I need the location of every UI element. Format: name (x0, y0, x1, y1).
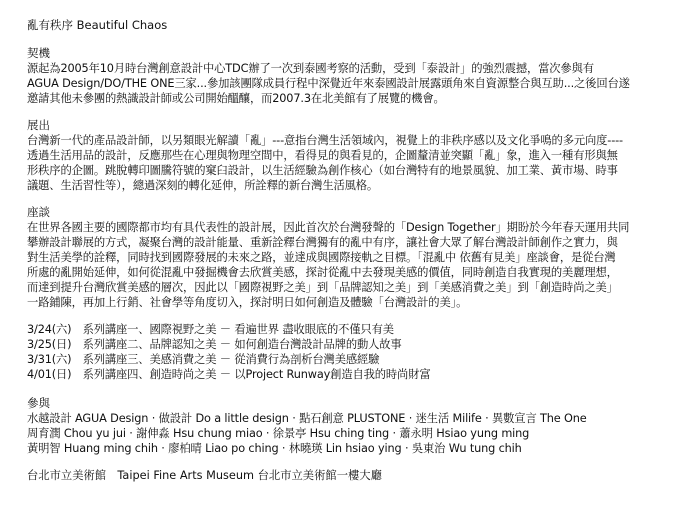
participants-heading: 參與 (27, 396, 50, 410)
forum-section (27, 205, 687, 382)
motivation-line: 源起為2005年10月時台灣創意設計中心TDC辦了一次到泰國考察的活動，受到「泰設計」的強烈震撼，當次參與有 (27, 62, 594, 75)
exhibition-line: 議題、生活習性等），總過深刻的轉化延伸，所詮釋的新台灣生活風格。 (27, 179, 379, 192)
document-title: 亂有秩序 Beautiful Chaos (27, 18, 168, 32)
lecture-list (27, 322, 687, 382)
participants-line: 黃明智 Huang ming chih · 廖柏晴 Liao po ching · 林曉瑛 Lin hsiao ying · 吳東治 Wu tung chih (27, 442, 522, 455)
forum-line: 攀辦設計聯展的方式，凝聚台灣的設計能量、重新詮釋台灣獨有的亂中有序，讓社會大眾了解台灣設計師創作之實力，與 (27, 236, 618, 249)
exhibition-line: 透過生活用品的設計，反應那些在心理與物理空間中，看得見的與看見的，企圖釐清並突顯「亂」象，進入一種有形與無 (27, 149, 618, 162)
participants-section (27, 396, 687, 456)
exhibition-heading: 展出 (27, 118, 50, 132)
forum-line: 所處的亂開始延伸，如何從混亂中發掘機會去欣賞美感，探討從亂中去發現美感的價值，同時創造自我實現的美麗理想， (27, 266, 618, 279)
motivation-line: 邀請其他未參團的熱識設計師或公司開始醞釀，而2007.3在北美館有了展覽的機會。 (27, 92, 445, 105)
forum-line: 在世界各國主要的國際都市均有具代表性的設計展，因此首次於台灣發聲的「Design Together」期盼於今年春天運用共同 (27, 221, 630, 234)
lecture-item: 3/25(日) 系列講座二、品牌認知之美 － 如何創造台灣設計品牌的動人故事 (27, 338, 402, 351)
venue-line: 台北市立美術館 Taipei Fine Arts Museum 台北市立美術館一樓大廳 (27, 469, 382, 482)
motivation-section (27, 46, 687, 106)
exhibition-line: 台灣新一代的產品設計師，以另類眼光解讀「亂」---意指台灣生活領域內，視覺上的非秩序感以及文化爭鳴的多元向度---- (27, 134, 623, 147)
forum-heading: 座談 (27, 205, 50, 219)
motivation-line: AGUA Design/DO/THE ONE三家...參加該團隊成員行程中深覺近年來泰國設計展露頭角來自資源整合與互助...之後回台遂 (27, 77, 630, 90)
exhibition-line: 形秩序的企圖。跳脫轉印圖騰符號的窠臼設計，以生活經驗為創作核心（如台灣特有的地景風貌、加工業、黃市場、時事 (27, 164, 618, 177)
forum-line: 一路鋪陳，再加上行銷、社會學等角度切入，探討明日如何創造及體驗「台灣設計的美」。 (27, 296, 468, 309)
lecture-item: 3/24(六) 系列講座一、國際視野之美 － 看遍世界 盡收眼底的不僅只有美 (27, 323, 394, 336)
exhibition-section (27, 118, 687, 193)
forum-line: 對生活美學的詮釋，同時找到國際發展的未來之路，並達成與國際接軌之目標。「混亂中 依舊有見美」座談會，是從台灣 (27, 251, 616, 264)
document (27, 17, 687, 483)
forum-line: 而達到提升台灣欣賞美感的層次，因此以「國際視野之美」到「品牌認知之美」到「美感消費之美」到「創造時尚之美」 (27, 281, 618, 294)
lecture-item: 4/01(日) 系列講座四、創造時尚之美 － 以Project Runway創造自我的時尚財富 (27, 368, 431, 381)
participants-line: 水越設計 AGUA Design · 做設計 Do a little design · 點石創意 PLUSTONE · 迷生活 Milife · 異數宣言 The One (27, 412, 587, 425)
lecture-item: 3/31(六) 系列講座三、美感消費之美 － 從消費行為剖析台灣美感經驗 (27, 353, 380, 366)
motivation-heading: 契機 (27, 46, 50, 60)
participants-line: 周育潤 Chou yu jui · 謝伸淼 Hsu chung miao · 徐景亭 Hsu ching ting · 蕭永明 Hsiao yung ming (27, 427, 530, 440)
